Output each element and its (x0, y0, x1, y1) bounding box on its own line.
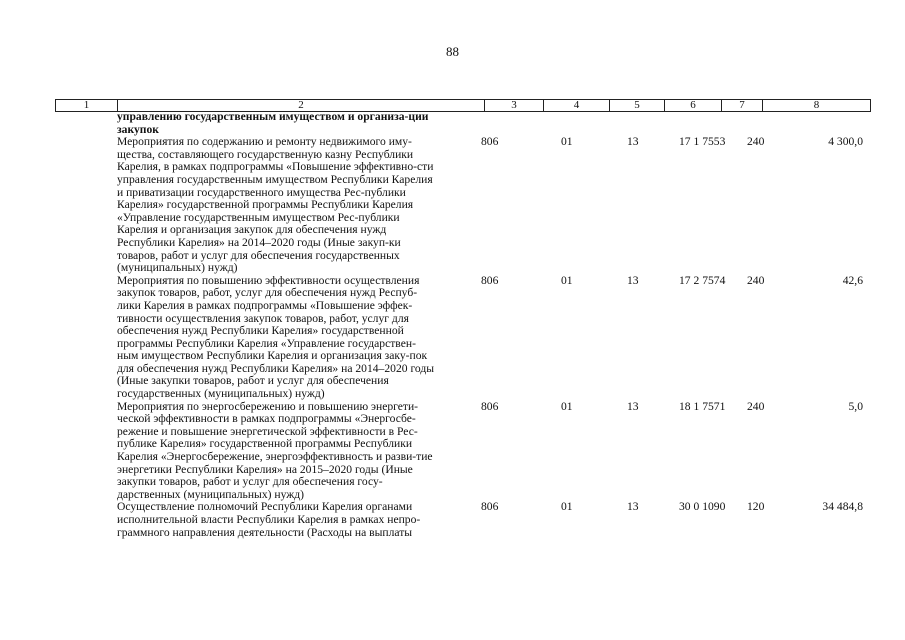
row-description: Осуществление полномочий Республики Карелия органами исполнительной власти Республики Карелия в рамках непро-граммного направления деятельности (Расходы на выплаты (117, 500, 421, 539)
column-header-1: 1 (56, 100, 118, 112)
row-expense-type-code: 240 (747, 399, 765, 413)
table-row (55, 136, 870, 275)
table-row (55, 501, 870, 539)
table-row (55, 401, 870, 502)
column-header-8: 8 (763, 100, 871, 112)
row-description: управлению государственным имуществом и организа-ции закупок (117, 110, 429, 136)
table-row (55, 111, 870, 136)
row-section-code: 01 (561, 273, 573, 287)
row-subsection-code: 13 (627, 399, 639, 413)
row-target-article-code: 17 2 7574 (679, 273, 726, 287)
row-description: Мероприятия по повышению эффективности осуществления закупок товаров, работ, услуг для обеспечения нужд Респуб-лики Карелия в рамках подпрограммы «Повышение эффек-тивности осуществления закупок товаров, работ, услуг для обеспечения нужд Республики Карелия» государственной программы Республики Карелия «Управление государствен-ным имуществом Республики Карелия и организация заку-пок для обеспечения нужд Республики Карелия» на 2014–2020 годы (Иные закупки товаров, работ и услуг для обеспечения государственных (муниципальных) нужд) (117, 273, 435, 401)
row-target-article-code: 30 0 1090 (679, 500, 726, 514)
row-amount: 42,6 (842, 273, 863, 287)
row-section-code: 01 (561, 399, 573, 413)
column-header-6: 6 (665, 100, 722, 112)
row-chapter-code: 806 (481, 273, 499, 287)
row-expense-type-code: 240 (747, 273, 765, 287)
row-section-code: 01 (561, 135, 573, 149)
row-subsection-code: 13 (627, 135, 639, 149)
column-header-7: 7 (722, 100, 763, 112)
row-chapter-code: 806 (481, 399, 499, 413)
row-target-article-code: 17 1 7553 (679, 135, 726, 149)
row-subsection-code: 13 (627, 273, 639, 287)
column-header-4: 4 (544, 100, 610, 112)
row-amount: 4 300,0 (828, 135, 863, 149)
row-description: Мероприятия по содержанию и ремонту недвижимого иму-щества, составляющего государственную казну Республики Карелия, в рамках подпрограммы «Повышение эффективно-сти управления государственным имуществом Республики Карелия и приватизации государственного имущества Рес-публики Карелия» государственной программы Республики Карелия «Управление государственным имуществом Рес-публики Карелия и организация закупок для обеспечения нужд Республики Карелия» на 2014–2020 годы (Иные закуп-ки товаров, работ и услуг для обеспечения государственных (муниципальных) нужд) (117, 135, 434, 275)
column-header-2: 2 (118, 100, 485, 112)
row-expense-type-code: 240 (747, 135, 765, 149)
row-amount: 34 484,8 (822, 500, 863, 514)
row-chapter-code: 806 (481, 135, 499, 149)
row-chapter-code: 806 (481, 500, 499, 514)
page-number: 88 (446, 44, 459, 59)
budget-table-body (55, 111, 870, 539)
row-description: Мероприятия по энергосбережению и повышению энергети-ческой эффективности в рамках подпрограммы «Энергосбе-режение и повышение энергетической эффективности в Рес-публике Карелия» государственной программы Республики Карелия «Энергосбережение, энергоэффективность и разви-тие энергетики Республики Карелия» на 2015–2020 годы (Иные закупки товаров, работ и услуг для обеспечения госу-дарственных (муниципальных) нужд) (117, 399, 433, 501)
row-subsection-code: 13 (627, 500, 639, 514)
row-section-code: 01 (561, 500, 573, 514)
column-header-5: 5 (610, 100, 665, 112)
row-amount: 5,0 (848, 399, 863, 413)
table-row (55, 275, 870, 401)
row-target-article-code: 18 1 7571 (679, 399, 726, 413)
column-header-3: 3 (485, 100, 544, 112)
row-expense-type-code: 120 (747, 500, 765, 514)
